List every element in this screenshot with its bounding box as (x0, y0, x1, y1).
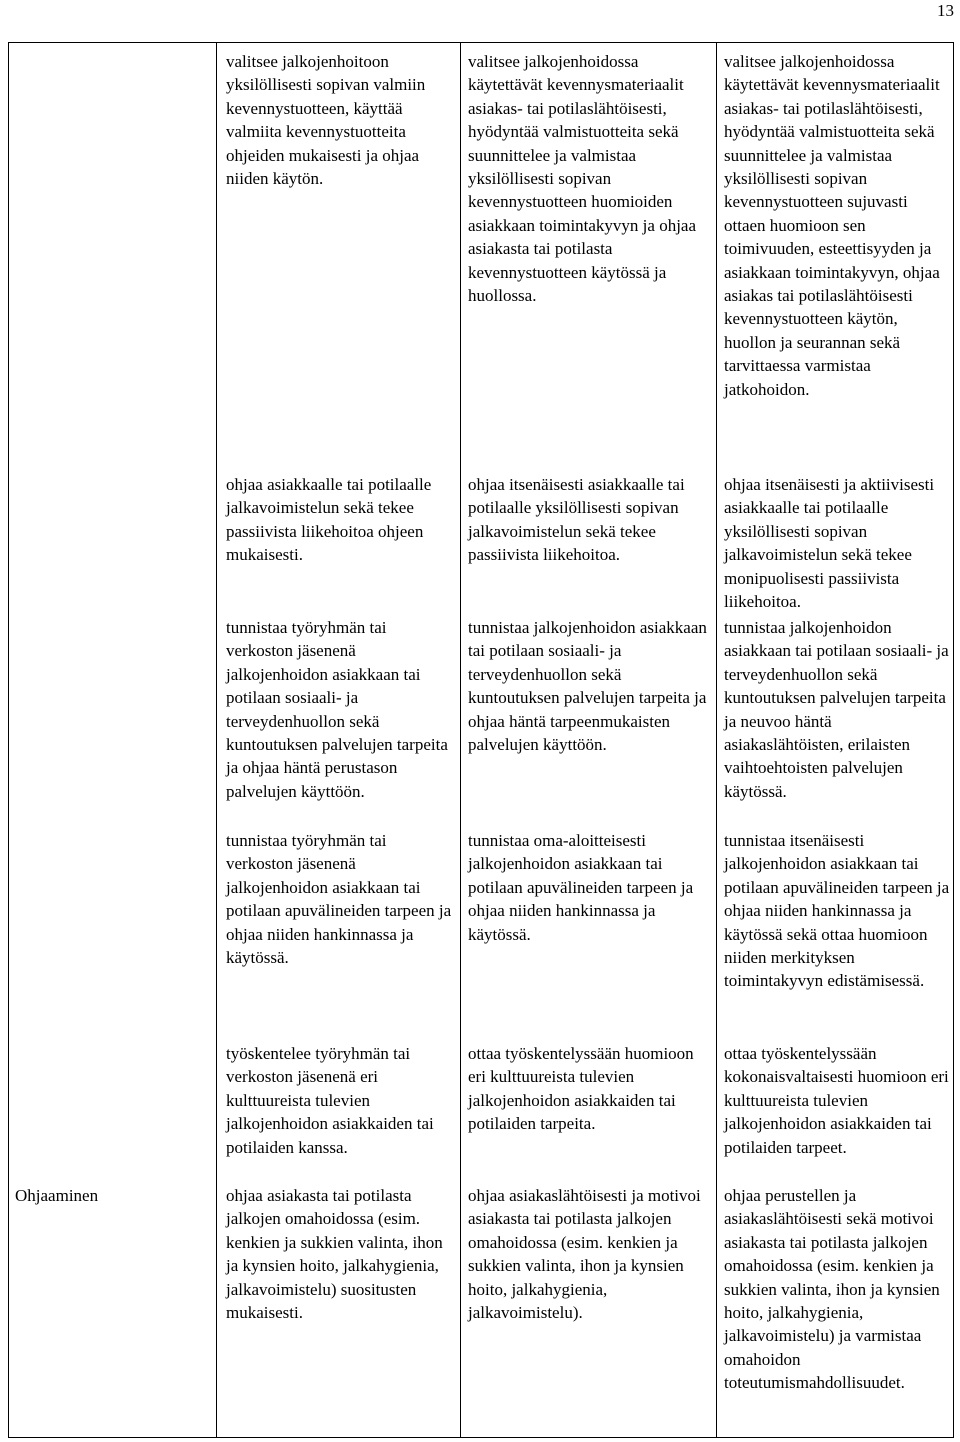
col-b-criterion: tunnistaa jalkojenhoidon asiakkaan tai potilaan sosiaali- ja terveydenhuollon sekä kuntoutuksen palvelujen tarpeita ja ohjaa häntä tarpeenmukaisten palvelujen käyttöön. (468, 618, 707, 755)
col-a-criterion: työskentelee työryhmän tai verkoston jäsenenä eri kulttuureista tulevien jalkojenhoidon asiakkaiden tai potilaiden kanssa. (226, 1044, 434, 1157)
criteria-table (8, 42, 954, 1438)
row-heading: Ohjaaminen (15, 1186, 99, 1205)
col-a-criterion: tunnistaa työryhmän tai verkoston jäsenenä jalkojenhoidon asiakkaan tai potilaan sosiaali- ja terveydenhuollon sekä kuntoutuksen palvelujen tarpeita ja ohjaa häntä perustason palvelujen käyttöön. (226, 618, 448, 801)
col-c-criterion: ottaa työskentelyssään kokonaisvaltaisesti huomioon eri kulttuureista tulevien jalkojenhoidon asiakkaiden tai potilaiden tarpeet. (724, 1044, 949, 1157)
col-a-criterion: ohjaa asiakkaalle tai potilaalle jalkavoimistelun sekä tekee passiivista liikehoitoa ohjeen mukaisesti. (226, 475, 432, 565)
col-c-criterion: ohjaa perustellen ja asiakaslähtöisesti sekä motivoi asiakasta tai potilasta jalkojen omahoidossa (esim. kenkien ja sukkien valinta, ihon ja kynsien hoito, jalkahygienia, jalkavoimistelu) ja varmistaa omahoidon toteutumismahdollisuudet. (724, 1186, 940, 1393)
col-b-criterion: tunnistaa oma-aloitteisesti jalkojenhoidon asiakkaan tai potilaan apuvälineiden tarpeen ja ohjaa niiden hankinnassa ja käytössä. (468, 831, 694, 944)
column-divider (216, 43, 217, 1437)
col-b-criterion: ohjaa asiakaslähtöisesti ja motivoi asiakasta tai potilasta jalkojen omahoidossa (esim. kenkien ja sukkien valinta, ihon ja kynsien hoito, jalkahygienia, jalkavoimistelu). (468, 1186, 701, 1323)
col-b-criterion: ohjaa itsenäisesti asiakkaalle tai potilaalle yksilöllisesti sopivan jalkavoimistelun sekä tekee passiivista liikehoitoa. (468, 475, 685, 565)
col-a-criterion: ohjaa asiakasta tai potilasta jalkojen omahoidossa (esim. kenkien ja sukkien valinta, ihon ja kynsien hoito, jalkahygienia, jalkavoimistelu) suositusten mukaisesti. (226, 1186, 443, 1323)
col-b-criterion: valitsee jalkojenhoidossa käytettävät kevennysmateriaalit asiakas- tai potilaslähtöisesti, hyödyntää valmistuotteita sekä suunnittelee ja valmistaa yksilöllisesti sopivan kevennystuotteen huomioiden asiakkaan toimintakyvyn ja ohjaa asiakasta tai potilasta kevennystuotteen käytössä ja huollossa. (468, 52, 697, 306)
page-number: 13 (937, 1, 954, 20)
col-c-criterion: ohjaa itsenäisesti ja aktiivisesti asiakkaalle tai potilaalle yksilöllisesti sopivan jalkavoimistelun sekä tekee monipuolisesti passiivista liikehoitoa. (724, 475, 935, 612)
column-divider (460, 43, 461, 1437)
col-c-criterion: tunnistaa itsenäisesti jalkojenhoidon asiakkaan tai potilaan apuvälineiden tarpeen ja ohjaa niiden hankinnassa ja käytössä sekä ottaa huomioon niiden merkityksen toimintakyvyn edistämisessä. (724, 831, 950, 991)
column-divider (716, 43, 717, 1437)
col-b-criterion: ottaa työskentelyssään huomioon eri kulttuureista tulevien jalkojenhoidon asiakkaiden tai potilaiden tarpeita. (468, 1044, 694, 1134)
col-c-criterion: tunnistaa jalkojenhoidon asiakkaan tai potilaan sosiaali- ja terveydenhuollon sekä kuntoutuksen palvelujen tarpeita ja neuvoo häntä asiakaslähtöisten, erilaisten vaihtoehtoisten palvelujen käytössä. (724, 618, 949, 801)
col-a-criterion: valitsee jalkojenhoitoon yksilöllisesti sopivan valmiin kevennystuotteen, käyttää valmiita kevennystuotteita ohjeiden mukaisesti ja ohjaa niiden käytön. (226, 52, 426, 189)
col-c-criterion: valitsee jalkojenhoidossa käytettävät kevennysmateriaalit asiakas- tai potilaslähtöisesti, hyödyntää valmistuotteita sekä suunnittelee ja valmistaa yksilöllisesti sopivan kevennystuotteen sujuvasti ottaen huomioon sen toimivuuden, esteettisyyden ja asiakkaan toimintakyvyn, ohjaa asiakas tai potilaslähtöisesti kevennystuotteen käytön, huollon ja seurannan sekä tarvittaessa varmistaa jatkohoidon. (724, 52, 940, 399)
col-a-criterion: tunnistaa työryhmän tai verkoston jäsenenä jalkojenhoidon asiakkaan tai potilaan apuvälineiden tarpeen ja ohjaa niiden hankinnassa ja käytössä. (226, 831, 452, 968)
